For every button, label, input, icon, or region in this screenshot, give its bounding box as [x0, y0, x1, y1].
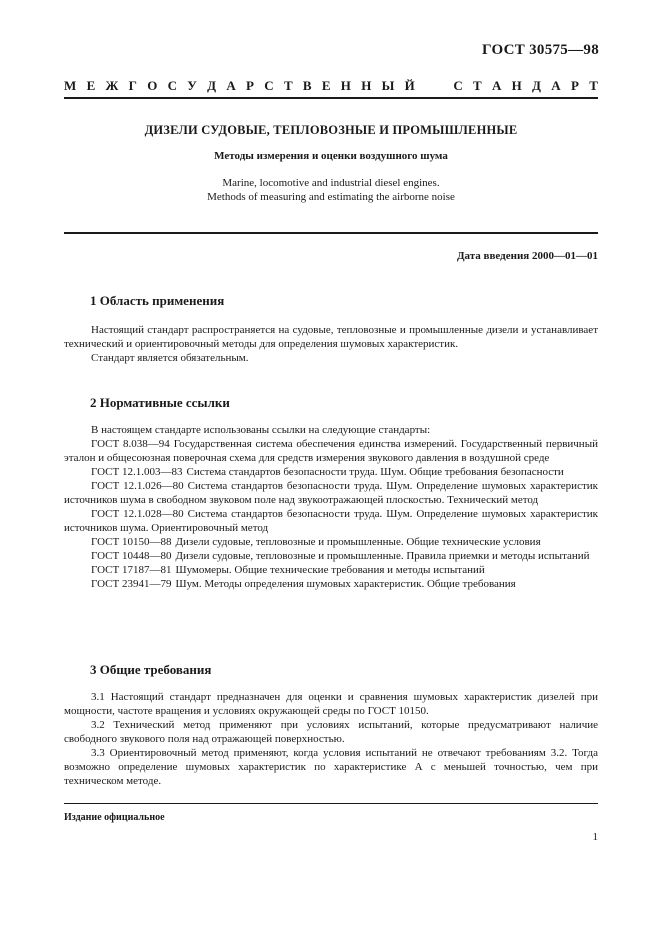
reference-item [64, 563, 598, 577]
introduction-date: Дата введения 2000—01—01 [456, 250, 598, 262]
document-subtitle: Методы измерения и оценки воздушного шума [214, 150, 448, 162]
reference-item [64, 507, 598, 535]
footer-rule [64, 803, 598, 804]
banner-letter: С [167, 78, 178, 93]
reference-item [64, 577, 598, 591]
reference-item [64, 535, 598, 549]
reference-code: ГОСТ 12.1.003—83 [91, 466, 183, 478]
reference-code: ГОСТ 17187—81 [91, 564, 172, 576]
banner-letter: О [147, 78, 158, 93]
banner-letter: Д [207, 78, 217, 93]
banner-letter: С [453, 78, 463, 93]
interstate-standard-banner [64, 78, 598, 94]
reference-code: ГОСТ 12.1.028—80 [91, 508, 184, 520]
paragraph: Стандарт является обязательным. [91, 352, 249, 364]
reference-code: ГОСТ 10448—80 [91, 550, 172, 562]
reference-code: ГОСТ 10150—88 [91, 536, 172, 548]
section-general-requirements [64, 662, 598, 788]
reference-item [64, 437, 598, 465]
standard-number: ГОСТ 30575—98 [481, 42, 599, 58]
reference-text: Система стандартов безопасности труда. Шум. Определение шумовых характеристик источников шума в свободном звуковом поле над звукоотражающей плоскостью. Технический метод [64, 480, 598, 506]
reference-item [64, 465, 598, 479]
section-heading: 1 Область применения [90, 293, 225, 308]
banner-letter: А [551, 78, 561, 93]
reference-code: ГОСТ 8.038—94 [91, 438, 170, 450]
banner-letter: Т [589, 78, 598, 93]
paragraph: 3.1 Настоящий стандарт предназначен для оценки и сравнения шумовых характеристик дизелей при мощности, частоте вращения и условиях окружающей среды по ГОСТ 10150. [64, 691, 598, 717]
banner-letter: Р [570, 78, 579, 93]
section-scope [64, 293, 598, 365]
reference-text: Шумомеры. Общие технические требования и методы испытаний [175, 564, 485, 576]
banner-letter: С [264, 78, 274, 93]
banner-letter: Ж [105, 78, 119, 93]
reference-text: Дизели судовые, тепловозные и промышленные. Правила приемки и методы испытаний [175, 550, 590, 562]
reference-item [64, 479, 598, 507]
paragraph: 3.3 Ориентировочный метод применяют, когда условия испытаний не отвечают требованиям 3.2. Тогда возможно определение шумовых характеристик по характеристике А с меньшей точностью, чем при техническом методе. [64, 747, 598, 787]
banner-letter: А [226, 78, 236, 93]
banner-letter: У [187, 78, 197, 93]
title-rule [64, 232, 598, 234]
banner-rule [64, 97, 598, 99]
reference-text: Шум. Методы определения шумовых характеристик. Общие требования [175, 578, 516, 590]
section-heading: 3 Общие требования [90, 662, 212, 677]
banner-letter: Т [473, 78, 482, 93]
reference-text: Дизели судовые, тепловозные и промышленные. Общие технические условия [175, 536, 541, 548]
official-edition-label: Издание официальное [64, 812, 165, 823]
document-title: ДИЗЕЛИ СУДОВЫЕ, ТЕПЛОВОЗНЫЕ И ПРОМЫШЛЕННЫЕ [144, 123, 518, 137]
banner-letter: Р [246, 78, 254, 93]
reference-list [64, 437, 598, 591]
banner-letter: Ы [381, 78, 395, 93]
paragraph: Настоящий стандарт распространяется на судовые, тепловозные и промышленные дизели и устанавливает технический и ориентировочный методы для определения шумовых характеристик. [64, 324, 598, 350]
banner-letter: М [64, 78, 77, 93]
banner-letter: Н [340, 78, 351, 93]
banner-letter: А [491, 78, 502, 93]
banner-letter: Е [321, 78, 331, 93]
banner-letter: В [302, 78, 312, 93]
banner-letter: Н [361, 78, 372, 93]
banner-letter: Г [128, 78, 137, 93]
reference-text: Государственная система обеспечения единства измерений. Государственный первичный эталон и общесоюзная поверочная схема для средств измерения звукового давления в воздушной среде [64, 438, 598, 464]
reference-code: ГОСТ 12.1.026—80 [91, 480, 184, 492]
english-title-line-2: Methods of measuring and estimating the airborne noise [207, 191, 455, 203]
banner-letter: Й [404, 78, 415, 93]
banner-letter: Т [283, 78, 293, 93]
section-heading: 2 Нормативные ссылки [90, 395, 230, 410]
references-intro: В настоящем стандарте использованы ссылки на следующие стандарты: [91, 424, 431, 436]
banner-word-gap [425, 78, 443, 94]
page-number: 1 [592, 831, 598, 843]
reference-text: Система стандартов безопасности труда. Шум. Определение шумовых характеристик источников шума. Ориентировочный метод [64, 508, 598, 534]
reference-text: Система стандартов безопасности труда. Шум. Общие требования безопасности [186, 466, 564, 478]
section-normative-references [64, 395, 598, 591]
paragraph: 3.2 Технический метод применяют при условиях испытаний, которые предусматривают наличие свободного звукового поля над отражающей поверхностью. [64, 719, 598, 745]
banner-letter: Д [532, 78, 541, 93]
banner-letter: Е [86, 78, 96, 93]
reference-code: ГОСТ 23941—79 [91, 578, 172, 590]
reference-item [64, 549, 598, 563]
banner-letter: Н [511, 78, 522, 93]
english-title [64, 176, 598, 204]
english-title-line-1: Marine, locomotive and industrial diesel engines. [222, 177, 440, 189]
